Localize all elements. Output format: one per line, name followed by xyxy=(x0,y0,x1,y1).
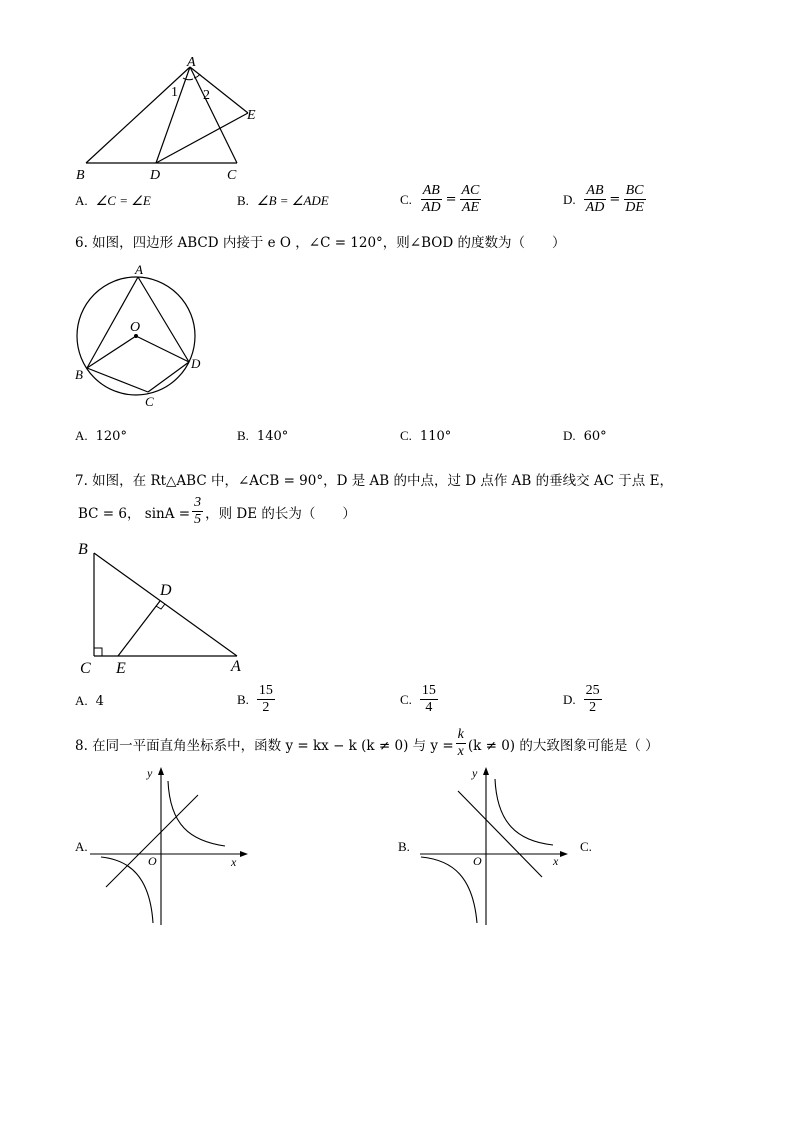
q5-option-b[interactable] xyxy=(237,193,329,209)
q8-b-y-label: y xyxy=(472,766,478,780)
option-label: B. xyxy=(237,691,249,707)
option-text: 60° xyxy=(583,428,607,444)
option-text: 4 xyxy=(95,693,104,709)
q5-label-B: B xyxy=(76,168,85,183)
q8-a-x-label: x xyxy=(231,855,237,869)
q8-graph-a[interactable] xyxy=(90,765,255,930)
option-label: D. xyxy=(563,191,576,207)
option-text: ∠C = ∠E xyxy=(95,193,151,208)
option-label: D. xyxy=(563,428,576,443)
q5-label-C: C xyxy=(227,168,237,183)
q7-label-D: D xyxy=(160,582,172,599)
fraction: $\frac{AC}{AE}$ xyxy=(461,183,480,215)
option-label: B. xyxy=(237,428,249,443)
option-label: A. xyxy=(75,428,88,443)
q6-option-a[interactable] xyxy=(75,428,127,444)
q6-option-d[interactable] xyxy=(563,428,607,444)
option-label: C. xyxy=(400,428,412,443)
q7-label-C: C xyxy=(80,660,91,677)
option-label: C. xyxy=(400,691,412,707)
option-label: C. xyxy=(400,191,412,207)
q8-a-origin-label: O xyxy=(148,854,157,868)
q6-option-b[interactable] xyxy=(237,428,288,444)
q5-option-c[interactable]: C. $\frac{AB}{AD}$ = $\frac{AC}{AE}$ xyxy=(400,183,480,215)
q7-triangle-figure xyxy=(70,535,260,680)
q5-label-2: 2 xyxy=(203,88,210,103)
q7-line2-suffix: ，则 DE 的长为（ ） xyxy=(205,505,356,522)
fraction: $\frac{15}{4}$ xyxy=(421,683,436,715)
fraction: $\frac{25}{2}$ xyxy=(585,683,600,715)
q5-triangle-figure xyxy=(70,55,270,185)
fraction: $\frac{15}{2}$ xyxy=(258,683,273,715)
option-label: A. xyxy=(75,693,88,708)
q7-label-E: E xyxy=(116,660,126,677)
q7-question-line1: 7. 如图，在 Rt△ABC 中，∠ACB = 90°，D 是 AB 的中点，过 D 点作 AB 的垂线交 AC 于点 E， xyxy=(75,473,673,489)
q6-label-A: A xyxy=(135,262,143,277)
q8-a-y-label: y xyxy=(147,766,153,780)
q7-line2-prefix: BC = 6， sinA = xyxy=(78,505,191,522)
q5-label-1: 1 xyxy=(171,85,178,100)
option-text: ∠B = ∠ADE xyxy=(256,193,329,208)
q7-option-b[interactable] xyxy=(237,683,275,716)
q7-option-a[interactable] xyxy=(75,693,104,709)
q8-b-origin-label: O xyxy=(473,854,482,868)
q6-option-c[interactable] xyxy=(400,428,451,444)
fraction: $\frac{AB}{AD}$ xyxy=(421,183,441,215)
q8-question-text xyxy=(75,727,659,760)
q5-option-d[interactable]: D. $\frac{AB}{AD}$ = $\frac{BC}{DE}$ xyxy=(563,183,644,215)
q6-circle-figure xyxy=(70,262,220,412)
option-text: 110° xyxy=(419,428,452,444)
q8-prefix: 8. 在同一平面直角坐标系中，函数 y = kx − k (k ≠ 0) 与 y = xyxy=(75,737,454,754)
q7-question-line2 xyxy=(78,495,356,528)
q7-sin-fraction: $\frac{3}{5}$ xyxy=(194,495,202,527)
q8-suffix: (k ≠ 0) 的大致图象可能是（ ） xyxy=(467,737,659,754)
q5-label-D: D xyxy=(150,168,161,183)
q7-label-A: A xyxy=(231,658,241,675)
fraction: $\frac{AB}{AD}$ xyxy=(585,183,605,215)
option-label: B. xyxy=(398,839,410,854)
q5-option-a[interactable] xyxy=(75,193,151,209)
option-text: 140° xyxy=(256,428,289,444)
option-label: C. xyxy=(580,839,592,854)
option-label: A. xyxy=(75,193,88,208)
q6-label-C: C xyxy=(145,394,154,409)
option-label: A. xyxy=(75,839,88,854)
q8-graph-b[interactable] xyxy=(415,765,575,930)
q8-option-c[interactable] xyxy=(580,839,600,855)
q5-label-E: E xyxy=(247,108,256,123)
option-label: D. xyxy=(563,691,576,707)
q7-option-d[interactable] xyxy=(563,683,602,716)
option-text: 120° xyxy=(95,428,127,444)
option-label: B. xyxy=(237,193,249,208)
fraction: $\frac{BC}{DE}$ xyxy=(625,183,644,215)
q8-b-x-label: x xyxy=(553,854,559,868)
q6-question-text: 6. 如图，四边形 ABCD 内接于 e O ，∠C = 120°，则∠BOD 的度数为（ ） xyxy=(75,235,566,251)
q8-fraction: $\frac{k}{x}$ xyxy=(457,727,464,759)
q7-label-B: B xyxy=(78,541,88,558)
q6-label-O: O xyxy=(130,320,141,335)
q6-label-D: D xyxy=(191,356,201,371)
q6-label-B: B xyxy=(75,367,83,382)
q5-label-A: A xyxy=(187,55,196,70)
q7-option-c[interactable] xyxy=(400,683,438,716)
